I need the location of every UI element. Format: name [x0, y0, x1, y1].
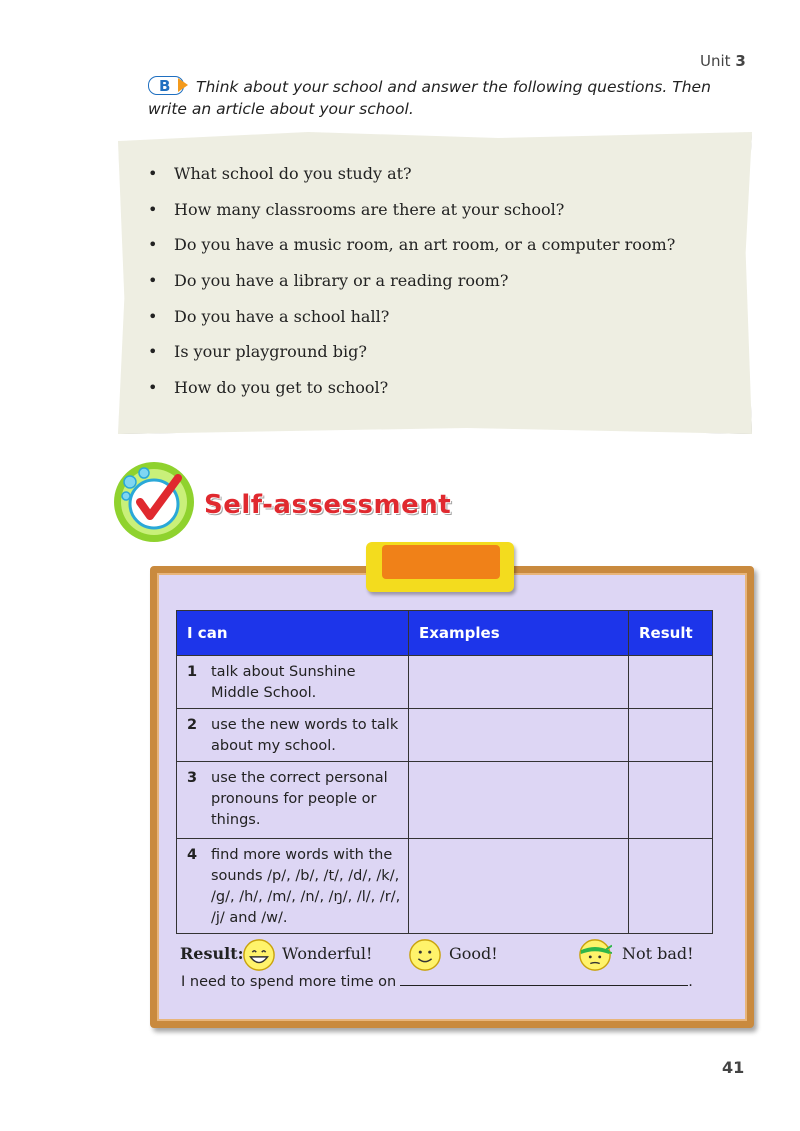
- question-list: [148, 160, 675, 410]
- question-text: Is your playground big?: [174, 342, 367, 362]
- row-text: find more words with the sounds /p/, /b/, /t/, /d/, /k/, /g/, /h/, /m/, /n/, /ŋ/, /l/, /r/, /j/ and /w/.: [211, 847, 401, 926]
- play-arrow-icon: [178, 78, 188, 92]
- result-cell[interactable]: [629, 709, 713, 762]
- examples-cell[interactable]: [409, 762, 629, 839]
- table-row: [177, 709, 713, 762]
- i-can-cell: [177, 762, 409, 839]
- list-item: [148, 267, 675, 303]
- examples-cell[interactable]: [409, 709, 629, 762]
- list-item: [148, 231, 675, 267]
- i-can-cell: [177, 656, 409, 709]
- list-item: [148, 338, 675, 374]
- row-number: 3: [187, 770, 198, 786]
- unit-text: Unit: [700, 52, 731, 70]
- row-text: talk about Sunshine Middle School.: [211, 664, 356, 701]
- question-text: How do you get to school?: [174, 378, 389, 398]
- list-item: [148, 160, 675, 196]
- table-row: [177, 762, 713, 839]
- i-can-cell: [177, 839, 409, 934]
- result-label: Result:: [180, 944, 244, 963]
- list-item: [148, 303, 675, 339]
- table-header-row: [177, 611, 713, 656]
- section-b-instruction: [148, 76, 748, 120]
- page-number: 41: [722, 1058, 745, 1077]
- headband-face-icon: [578, 938, 612, 972]
- row-text: use the new words to talk about my school.: [211, 717, 399, 754]
- bullet-icon: •: [148, 271, 158, 291]
- instruction-text: Think about your school and answer the following questions. Then write an article about your school.: [148, 78, 711, 118]
- list-item: [148, 374, 675, 410]
- examples-cell[interactable]: [409, 656, 629, 709]
- question-text: Do you have a music room, an art room, or a computer room?: [174, 235, 676, 255]
- bullet-icon: •: [148, 235, 158, 255]
- result-legend: [180, 938, 700, 972]
- result-option-good: Good!: [449, 944, 498, 963]
- column-header-result: Result: [629, 611, 713, 656]
- result-cell[interactable]: [629, 762, 713, 839]
- row-number: 2: [187, 717, 198, 733]
- bullet-icon: •: [148, 199, 158, 219]
- bullet-icon: •: [148, 164, 158, 183]
- need-more-time: [181, 974, 693, 990]
- result-cell[interactable]: [629, 656, 713, 709]
- clipboard-clip-top: [382, 545, 500, 579]
- result-option-wonderful: Wonderful!: [282, 944, 373, 963]
- table-row: [177, 656, 713, 709]
- question-text: What school do you study at?: [174, 164, 412, 183]
- unit-label: [700, 52, 746, 70]
- list-item: [148, 196, 675, 232]
- section-b-letter: B: [159, 77, 171, 95]
- section-title: Self-assessment: [204, 490, 452, 520]
- question-text: Do you have a library or a reading room?: [174, 271, 509, 291]
- column-header-i-can: I can: [177, 611, 409, 656]
- unit-number: 3: [735, 52, 746, 70]
- section-b-badge: [148, 76, 188, 95]
- bullet-icon: •: [148, 378, 158, 398]
- result-cell[interactable]: [629, 839, 713, 934]
- self-assessment-table: [176, 610, 713, 934]
- examples-cell[interactable]: [409, 839, 629, 934]
- row-number: 4: [187, 847, 198, 863]
- smile-icon: [408, 938, 442, 972]
- result-option-not-bad: Not bad!: [622, 944, 694, 963]
- row-text: use the correct personal pronouns for people or things.: [211, 770, 388, 828]
- bullet-icon: •: [148, 342, 158, 362]
- bullet-icon: •: [148, 306, 158, 326]
- column-header-examples: Examples: [409, 611, 629, 656]
- question-text: How many classrooms are there at your school?: [174, 199, 565, 219]
- question-text: Do you have a school hall?: [174, 306, 390, 326]
- answer-line[interactable]: [400, 985, 688, 986]
- big-smile-icon: [242, 938, 276, 972]
- need-more-time-text: I need to spend more time on: [181, 974, 397, 990]
- i-can-cell: [177, 709, 409, 762]
- checkmark-badge-icon: [112, 460, 196, 544]
- table-row: [177, 839, 713, 934]
- need-more-time-end: .: [688, 974, 693, 990]
- row-number: 1: [187, 664, 198, 680]
